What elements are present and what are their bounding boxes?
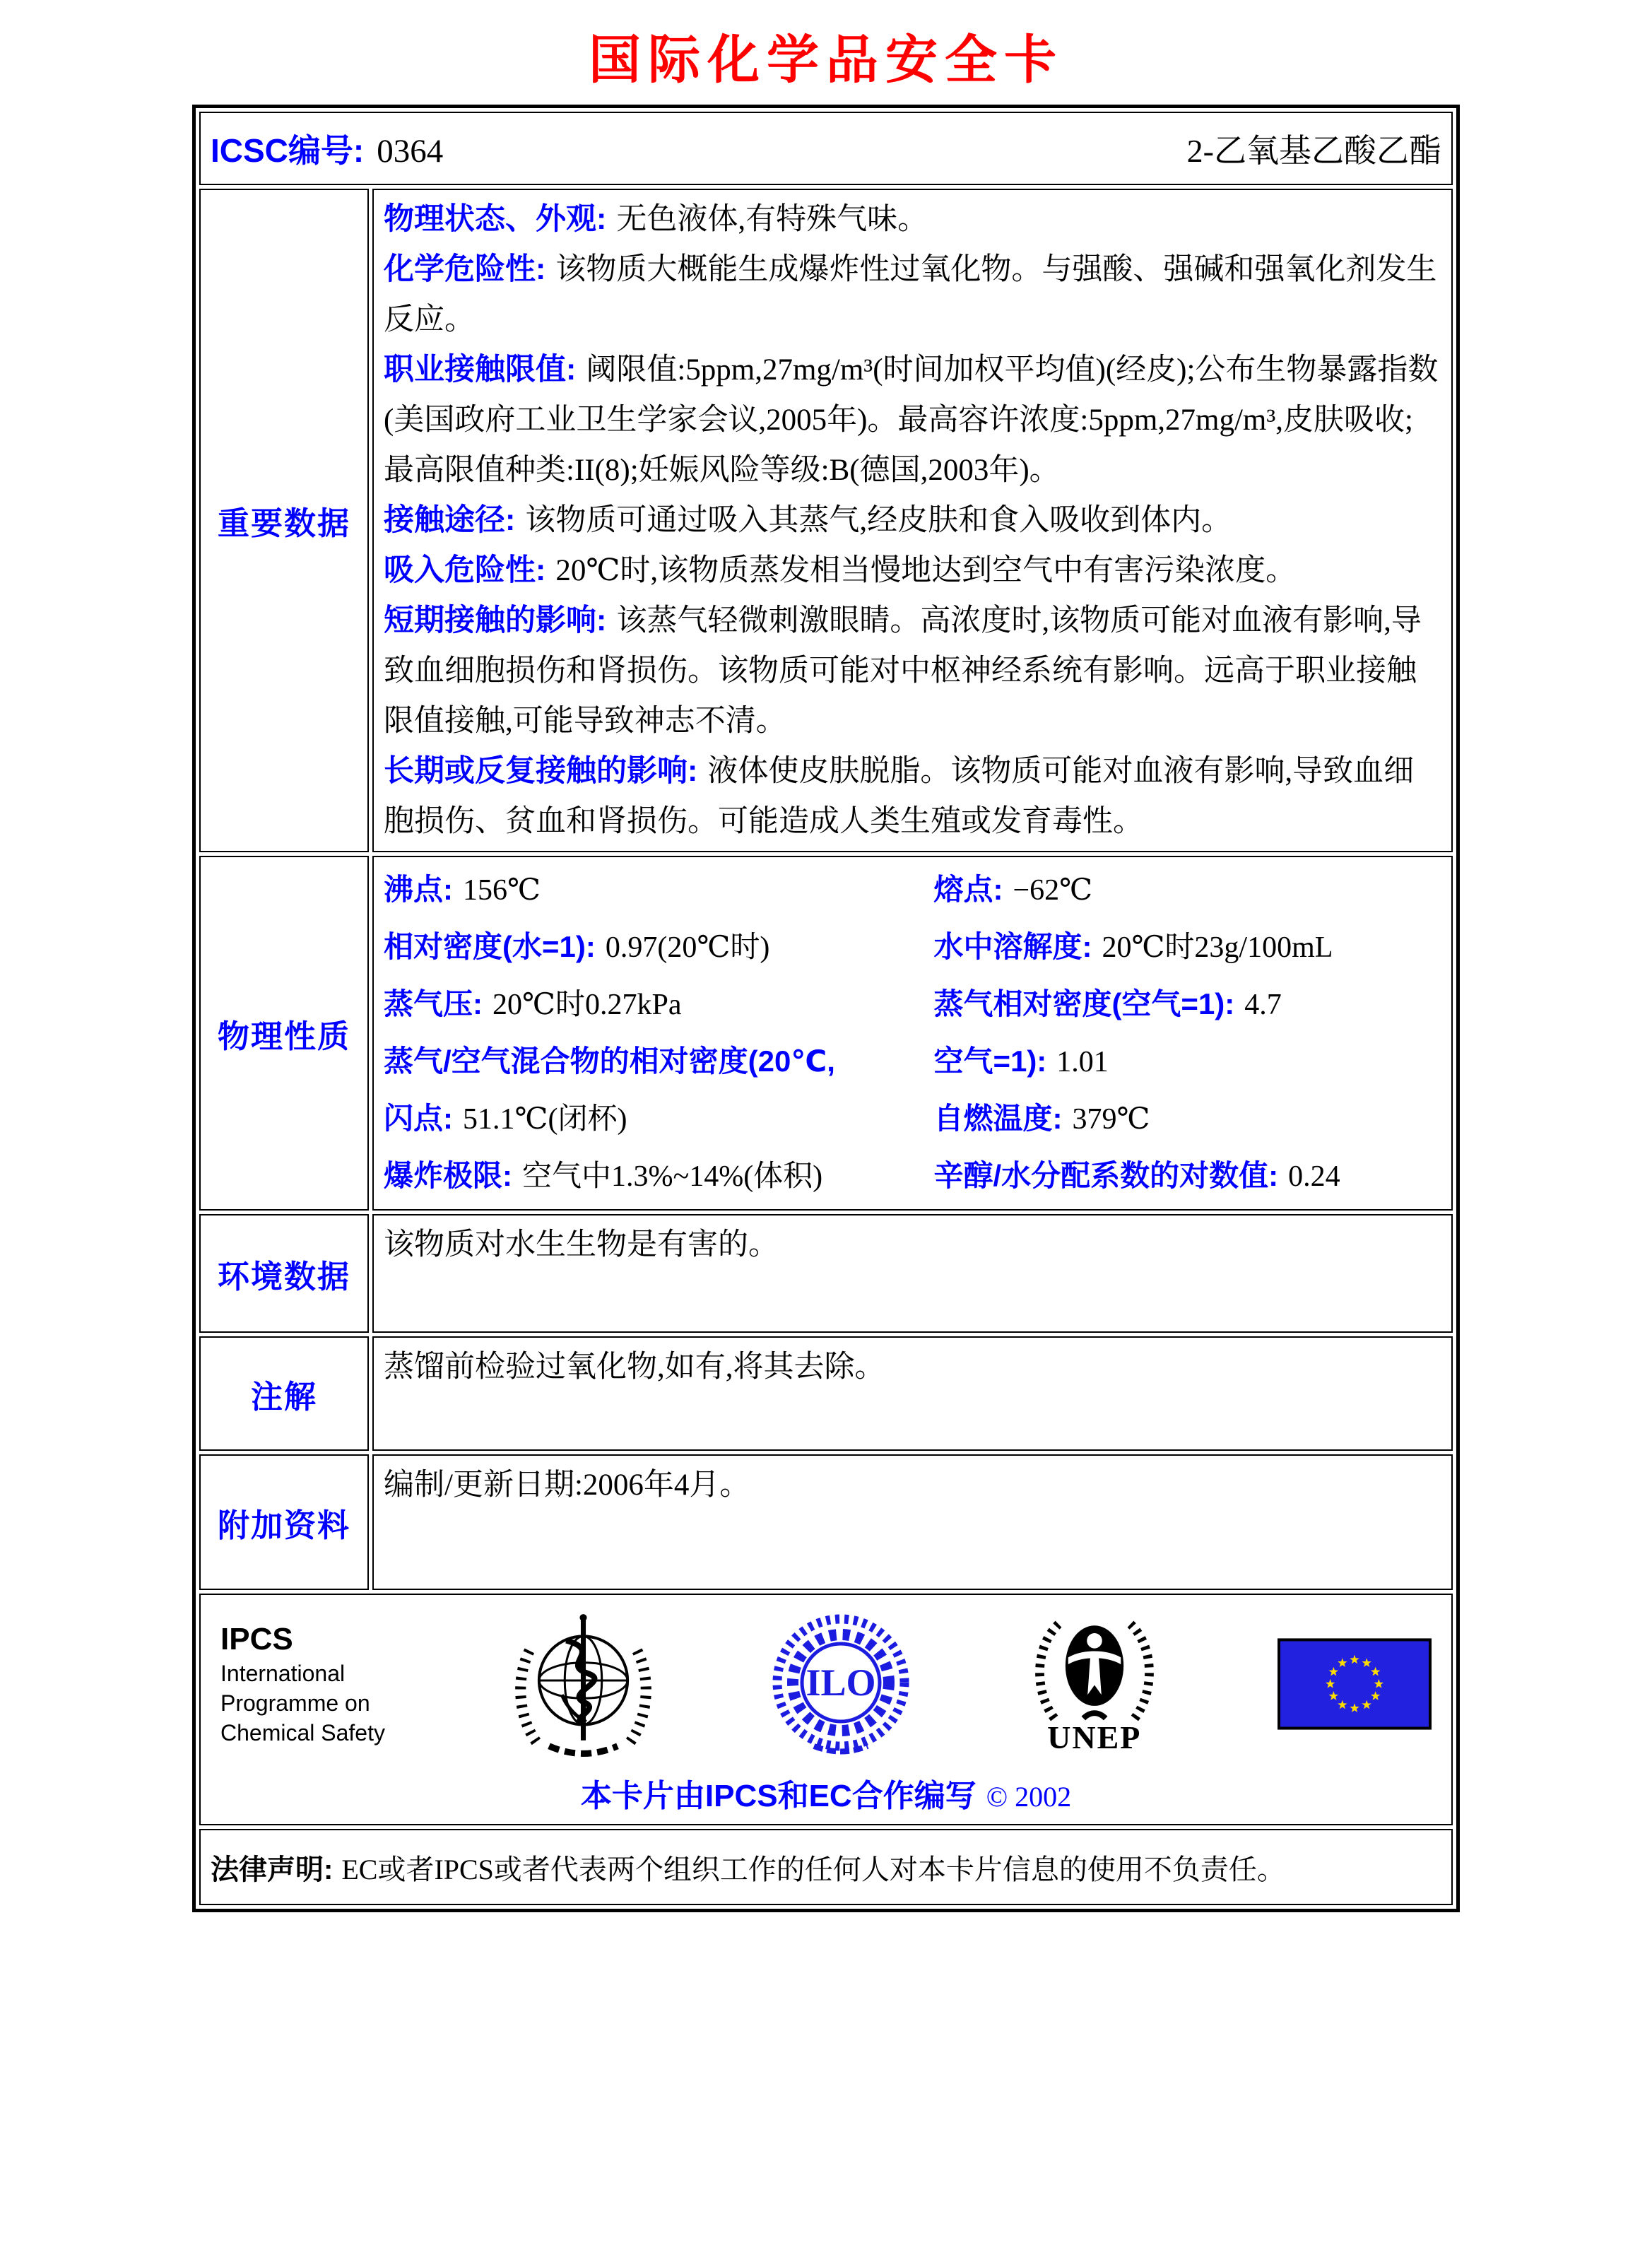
credit-text: 本卡片由IPCS和EC合作编写 bbox=[580, 1779, 977, 1813]
prop-flash-point: 闪点: 51.1℃(闭杯) bbox=[384, 1102, 627, 1136]
chemical-name: 2-乙氧基乙酸乙酯 bbox=[1186, 133, 1441, 169]
physical-properties-row bbox=[199, 856, 1453, 1211]
icsc-card-table bbox=[192, 105, 1460, 1912]
important-data-item: 长期或反复接触的影响: 液体使皮肤脱脂。该物质可能对血液有影响,导致血细胞损伤、贫血和肾损伤。可能造成人类生殖或发育毒性。 bbox=[384, 754, 1415, 838]
card-header-row bbox=[199, 112, 1453, 185]
ilo-logo-icon bbox=[770, 1613, 911, 1755]
credit-year: © 2002 bbox=[986, 1781, 1072, 1813]
unep-caption: UNEP bbox=[1047, 1719, 1142, 1755]
icsc-number-value: 0364 bbox=[377, 133, 444, 170]
prop-water-solubility: 水中溶解度: 20℃时23g/100mL bbox=[933, 930, 1333, 964]
notes-text: 蒸馏前检验过氧化物,如有,将其去除。 bbox=[384, 1350, 885, 1384]
environmental-data-text: 该物质对水生生物是有害的。 bbox=[384, 1228, 779, 1261]
section-label-important-data: 重要数据 bbox=[199, 189, 369, 852]
logos-row bbox=[199, 1594, 1453, 1825]
legal-label: 法律声明: bbox=[211, 1854, 334, 1885]
important-data-item: 化学危险性: 该物质大概能生成爆炸性过氧化物。与强酸、强碱和强氧化剂发生反应。 bbox=[384, 252, 1437, 336]
prop-autoignition-temperature: 自燃温度: 379℃ bbox=[933, 1102, 1150, 1136]
prop-melting-point: 熔点: −62℃ bbox=[933, 873, 1093, 907]
credit-line bbox=[220, 1770, 1432, 1815]
additional-information-content bbox=[372, 1454, 1453, 1590]
important-data-item: 接触途径: 该物质可通过吸入其蒸气,经皮肤和食入吸收到体内。 bbox=[384, 503, 1232, 537]
section-label-physical-properties: 物理性质 bbox=[199, 856, 369, 1211]
legal-cell bbox=[199, 1829, 1453, 1905]
section-label-additional-information: 附加资料 bbox=[199, 1454, 369, 1590]
important-data-content bbox=[372, 189, 1453, 852]
logos-cell bbox=[199, 1594, 1453, 1825]
notes-row bbox=[199, 1336, 1453, 1451]
important-data-row bbox=[199, 189, 1453, 852]
environmental-data-content bbox=[372, 1214, 1453, 1333]
eu-flag-icon bbox=[1278, 1638, 1432, 1730]
important-data-item: 物理状态、外观: 无色液体,有特殊气味。 bbox=[384, 202, 928, 236]
ipcs-acronym: IPCS bbox=[220, 1622, 293, 1656]
page-title: 国际化学品安全卡 bbox=[589, 30, 1063, 90]
prop-octanol-water-partition: 辛醇/水分配系数的对数值: 0.24 bbox=[933, 1159, 1340, 1193]
svg-text:ILO: ILO bbox=[805, 1661, 876, 1704]
card-header-cell bbox=[199, 112, 1453, 185]
section-label-environmental-data: 环境数据 bbox=[199, 1214, 369, 1333]
prop-boiling-point: 沸点: 156℃ bbox=[384, 873, 541, 907]
legal-text: EC或者IPCS或者代表两个组织工作的任何人对本卡片信息的使用不负责任。 bbox=[341, 1853, 1285, 1885]
prop-relative-density: 相对密度(水=1): 0.97(20℃时) bbox=[384, 930, 770, 964]
notes-content bbox=[372, 1336, 1453, 1451]
unep-logo-icon bbox=[1025, 1613, 1164, 1724]
unep-logo-block bbox=[1025, 1613, 1164, 1756]
prop-vapor-air-mixture-part1: 蒸气/空气混合物的相对密度(20℃, bbox=[384, 1044, 835, 1078]
important-data-item: 吸入危险性: 20℃时,该物质蒸发相当慢地达到空气中有害污染浓度。 bbox=[384, 553, 1297, 587]
icsc-number-group bbox=[211, 125, 443, 172]
section-label-notes: 注解 bbox=[199, 1336, 369, 1451]
important-data-item: 短期接触的影响: 该蒸气轻微刺激眼睛。高浓度时,该物质可能对血液有影响,导致血细胞损伤和肾损伤。该物质可能对中枢神经系统有影响。远高于职业接触限值接触,可能导致神志不清。 bbox=[384, 604, 1422, 738]
additional-information-row bbox=[199, 1454, 1453, 1590]
icsc-number-label: ICSC编号: bbox=[211, 132, 365, 169]
prop-vapor-air-mixture-part2: 空气=1): 1.01 bbox=[933, 1044, 1109, 1078]
prop-vapor-relative-density: 蒸气相对密度(空气=1): 4.7 bbox=[933, 987, 1282, 1021]
legal-row bbox=[199, 1829, 1453, 1905]
physical-properties-content bbox=[372, 856, 1453, 1211]
important-data-item: 职业接触限值: 阈限值:5ppm,27mg/m³(时间加权平均值)(经皮);公布生物暴露指数(美国政府工业卫生学家会议,2005年)。最高容许浓度:5ppm,27mg/m³,皮肤吸收;最高限值种类:II(8);妊娠风险等级:B(德国,2003年)。 bbox=[384, 353, 1439, 487]
additional-information-text: 编制/更新日期:2006年4月。 bbox=[384, 1468, 750, 1502]
environmental-data-row bbox=[199, 1214, 1453, 1333]
ipcs-text-block: IPCS International Programme on Chemical Safety bbox=[220, 1620, 397, 1748]
who-logo-icon bbox=[511, 1609, 656, 1759]
prop-vapor-pressure: 蒸气压: 20℃时0.27kPa bbox=[384, 987, 682, 1021]
prop-explosive-limits: 爆炸极限: 空气中1.3%~14%(体积) bbox=[384, 1159, 823, 1193]
